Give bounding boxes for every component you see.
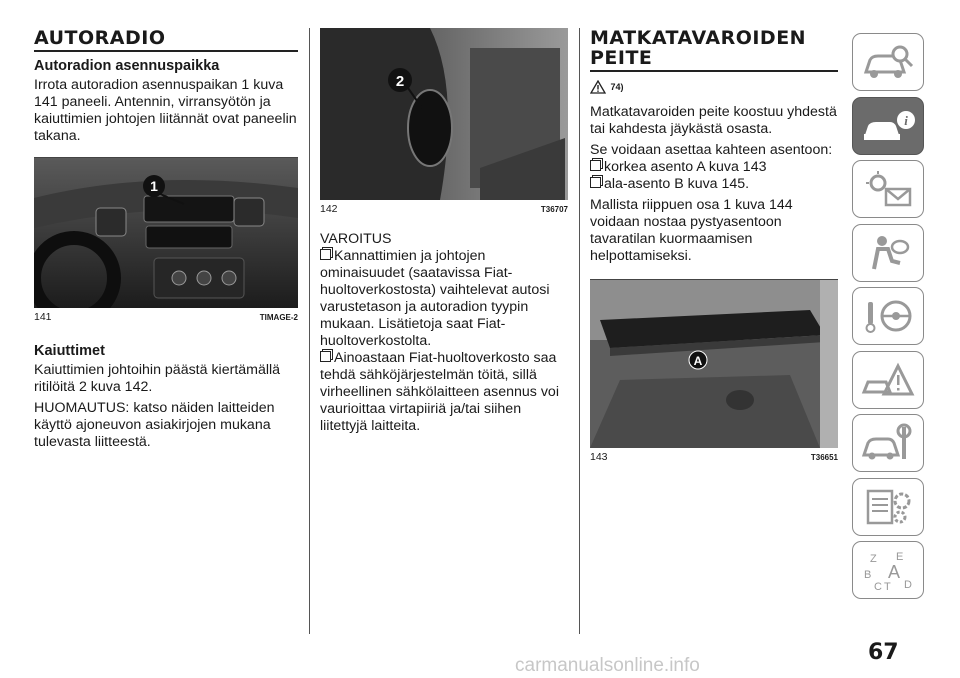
subheading-installation: Autoradion asennuspaikka (34, 58, 220, 74)
column-1 (34, 28, 298, 455)
tab-car-search[interactable] (852, 33, 924, 91)
tab-alphabet-index[interactable] (852, 541, 924, 599)
svg-text:Z: Z (870, 553, 877, 565)
chapter-tabs (852, 33, 926, 605)
svg-text:D: D (904, 579, 912, 591)
warning-item: Kannattimien ja johtojen ominaisuudet (saatavissa Fiat-huoltoverkostosta) vaihtelevat autosi varustetason ja autoradion tyypin mukaan. Lisätietoja saat Fiat-huoltoverkostolta. (320, 248, 550, 349)
position-item: ala-asento B kuva 145. (590, 176, 838, 193)
figure-143 (590, 279, 838, 463)
warning-item: Ainoastaan Fiat-huoltoverkosto saa tehdä sähköjärjestelmän töitä, sillä virheellinen sähkölaitteen asennus voi vaurioittaa virtapiiriä ja/tai siihen liitettyjä laitteita. (320, 350, 559, 434)
column-divider (309, 28, 310, 634)
tab-car-info[interactable] (852, 97, 924, 155)
paragraph-speakers: Kaiuttimien johtoihin päästä kiertämällä ritilöitä 2 kuva 142. (34, 362, 281, 395)
figure-code: T36707 (540, 204, 568, 214)
section-title-autoradio: AUTORADIO (34, 28, 298, 52)
position-item: korkea asento A kuva 143 (590, 159, 838, 176)
svg-text:E: E (896, 551, 904, 563)
warning-block (320, 231, 568, 435)
figure-code: TIMAGE-2 (259, 312, 298, 322)
specs-gear-icon (860, 487, 916, 527)
warning-triangle-car-icon (860, 360, 916, 400)
svg-text:i: i (904, 112, 908, 128)
figure-number: 142 (320, 203, 338, 215)
svg-text:C: C (874, 581, 882, 592)
paragraph-lift: Mallista riippuen osa 1 kuva 144 voidaan nostaa pystyasentoon tavaratilan kuormaamisen helpottamiseksi. (590, 197, 793, 264)
checkbox-bullet-icon (590, 177, 601, 188)
tab-car-wrench[interactable] (852, 414, 924, 472)
tab-warning-car[interactable] (852, 351, 924, 409)
checkbox-bullet-icon (320, 249, 331, 260)
checkbox-bullet-icon (590, 160, 601, 171)
figure-142 (320, 28, 568, 215)
figure-code: T36651 (810, 452, 838, 462)
figure-caption (320, 203, 568, 215)
tab-steering-key[interactable] (852, 287, 924, 345)
figure-number: 141 (34, 311, 52, 323)
paragraph-cover-intro: Matkatavaroiden peite koostuu yhdestä tai kahdesta jäykästä osasta. (590, 104, 837, 137)
car-search-icon (860, 42, 916, 82)
cargo-cover-photo (590, 280, 838, 448)
airbag-seat-icon (860, 233, 916, 273)
warning-heading: VAROITUS (320, 231, 392, 247)
car-wrench-icon (860, 423, 916, 463)
figure-number: 143 (590, 451, 608, 463)
column-divider (579, 28, 580, 634)
warning-reference (590, 78, 838, 96)
figure-caption (34, 311, 298, 323)
paragraph-note: HUOMAUTUS: katso näiden laitteiden käyttö ajoneuvon asiakirjojen mukana tulevasta liitteestä. (34, 400, 275, 450)
subheading-speakers: Kaiuttimet (34, 343, 105, 359)
svg-text:T: T (884, 581, 891, 592)
paragraph-positions: Se voidaan asettaa kahteen asentoon: (590, 142, 833, 158)
svg-text:B: B (864, 569, 872, 581)
column-3 (590, 28, 838, 463)
warning-ref-number: 74) (610, 81, 624, 92)
checkbox-bullet-icon (320, 351, 331, 362)
steering-key-icon (860, 296, 916, 336)
callout-1: 1 (150, 178, 158, 194)
callout-2: 2 (395, 73, 405, 90)
page-number: 67 (868, 640, 899, 665)
svg-text:A: A (888, 562, 901, 582)
dashboard-photo (34, 158, 298, 308)
door-speaker-photo (320, 28, 568, 200)
figure-141 (34, 157, 298, 323)
tab-dashboard-lights[interactable] (852, 160, 924, 218)
dashboard-lights-icon (860, 169, 916, 209)
callout-a: A (693, 354, 703, 368)
alphabet-index-icon (860, 548, 916, 592)
column-2 (320, 28, 568, 435)
paragraph-installation: Irrota autoradion asennuspaikan 1 kuva 141 paneeli. Antennin, virransyötön ja kaiuttimien johtojen liitännät ovat paneelin takana. (34, 77, 297, 144)
warning-triangle-icon (590, 80, 606, 94)
section-title-luggage-cover: MATKATAVAROIDEN PEITE (590, 28, 838, 72)
tab-airbag-seat[interactable] (852, 224, 924, 282)
tab-specs[interactable] (852, 478, 924, 536)
figure-caption (590, 451, 838, 463)
car-info-icon (860, 106, 916, 146)
footer-watermark: carmanualsonline.info (515, 655, 700, 676)
